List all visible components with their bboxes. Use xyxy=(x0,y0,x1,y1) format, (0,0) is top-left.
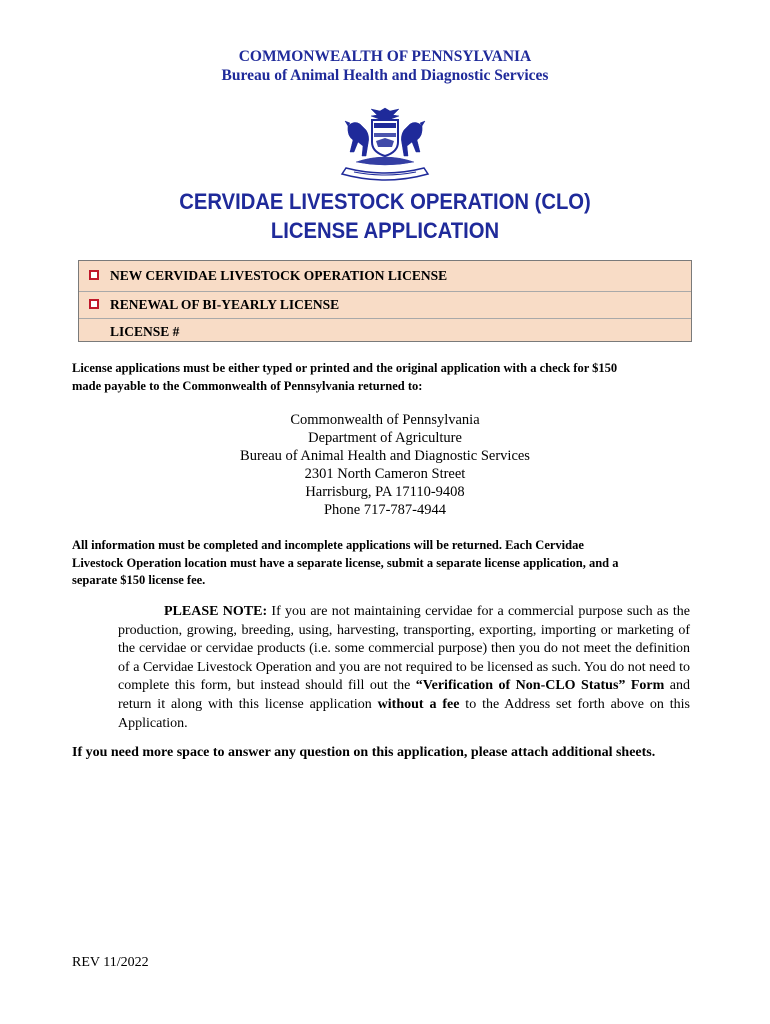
address-phone: Phone 717-787-4944 xyxy=(323,502,447,518)
requirements-line: All information must be completed and incomplete applications will be returned. Each Cervidae xyxy=(72,538,584,552)
bureau-name: Bureau of Animal Health and Diagnostic Services xyxy=(221,67,549,84)
address-line: Commonwealth of Pennsylvania xyxy=(290,412,480,428)
new-license-checkbox[interactable] xyxy=(89,270,99,280)
additional-sheets-note: If you need more space to answer any question on this application, please attach additional sheets. xyxy=(72,745,656,760)
renewal-license-option[interactable] xyxy=(79,291,691,318)
new-license-label: NEW CERVIDAE LIVESTOCK OPERATION LICENSE xyxy=(110,268,448,283)
new-license-option[interactable] xyxy=(79,263,691,289)
non-clo-form-name: “Verification of Non-CLO Status” Form xyxy=(415,678,665,694)
instructions-line: License applications must be either typed or printed and the original application with a check for $150 xyxy=(72,361,618,375)
license-number-label: LICENSE # xyxy=(110,324,180,339)
note-text: and return it along with this license application xyxy=(118,678,691,712)
license-type-box xyxy=(78,260,692,342)
agency-header xyxy=(0,47,770,85)
please-note-paragraph xyxy=(118,603,690,733)
address-line: Bureau of Animal Health and Diagnostic Services xyxy=(240,448,530,464)
form-title-line2: LICENSE APPLICATION xyxy=(270,218,500,243)
note-text: to the Address set forth above on this Application. xyxy=(118,696,690,731)
note-label: PLEASE NOTE: xyxy=(164,604,268,619)
address-line: Department of Agriculture xyxy=(308,430,462,446)
renewal-license-checkbox[interactable] xyxy=(89,299,99,309)
renewal-license-label: RENEWAL OF BI-YEARLY LICENSE xyxy=(110,297,340,312)
requirements-line: separate $150 license fee. xyxy=(72,573,206,587)
requirements-paragraph xyxy=(72,537,692,590)
form-title-line1: CERVIDAE LIVESTOCK OPERATION (CLO) xyxy=(179,189,591,214)
form-title xyxy=(31,187,739,245)
license-number-row[interactable] xyxy=(79,318,691,345)
submission-instructions xyxy=(72,360,692,395)
no-fee-text: without a fee xyxy=(377,696,460,712)
note-text: If you are not maintaining cervidae for a commercial purpose such as the production, growing, breeding, using, harvesting, transporting, exporting, importing or marketing of the cervidae or cervidae products (i.e. some commercial purpose) then you do not meet the definition of a Cervidae Livestock Operation and you are not required to be licensed as such. You do not need to complete this form, but instead should fill out the xyxy=(118,604,690,694)
revision-date: REV 11/2022 xyxy=(72,955,149,970)
mailing-address xyxy=(0,411,770,519)
requirements-line: Livestock Operation location must have a separate license, submit a separate license application, and a xyxy=(72,555,619,570)
address-line: Harrisburg, PA 17110-9408 xyxy=(305,484,465,500)
pennsylvania-seal-icon xyxy=(334,104,436,184)
instructions-line: made payable to the Commonwealth of Pennsylvania returned to: xyxy=(72,378,423,393)
agency-name: COMMONWEALTH OF PENNSYLVANIA xyxy=(238,48,532,65)
address-line: 2301 North Cameron Street xyxy=(304,466,466,482)
